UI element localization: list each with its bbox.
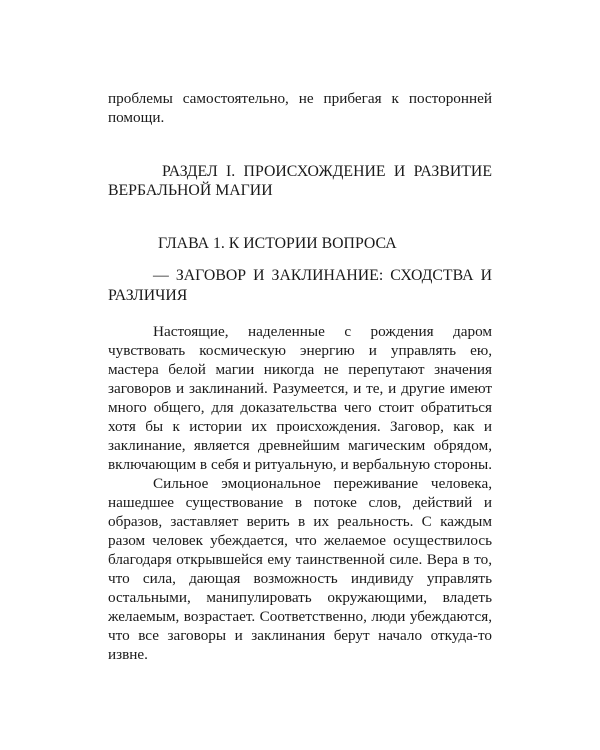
paragraph2-line-9: что все заговоры и заклинания берут начало откуда-то: [108, 627, 492, 644]
paragraph2-line-6: что сила, дающая возможность индивиду управлять: [108, 570, 492, 587]
paragraph1-line-2: чувствовать космическую энергию и управлять ею,: [108, 342, 492, 359]
paragraph1-line-5: много общего, для доказательства чего стоит обратиться: [108, 399, 492, 416]
subheading-line-1: — ЗАГОВОР И ЗАКЛИНАНИЕ: СХОДСТВА И: [153, 267, 492, 284]
paragraph2-line-4: разом человек убеждается, что желаемое осуществилось: [108, 532, 492, 549]
paragraph2-line-10: извне.: [108, 646, 148, 663]
paragraph2-line-7: остальными, манипулировать окружающими, владеть: [108, 589, 492, 606]
paragraph2-line-1: Сильное эмоциональное переживание человека,: [153, 475, 492, 492]
paragraph1-line-3: мастера белой магии никогда не перепутают значения: [108, 361, 492, 378]
paragraph2-line-3: образов, заставляет верить в их реальность. С каждым: [108, 513, 492, 530]
paragraph2-line-8: желаемым, возрастает. Соответственно, люди убеждаются,: [108, 608, 492, 625]
paragraph1-line-6: хотя бы к истории их происхождения. Заговор, как и: [108, 418, 492, 435]
intro-line-2: помощи.: [108, 109, 165, 126]
paragraph1-line-4: заговоров и заклинаний. Разумеется, и те, и другие имеют: [108, 380, 492, 397]
paragraph2-line-5: благодаря открывшейся ему таинственной силе. Вера в то,: [108, 551, 492, 568]
paragraph1-line-8: включающим в себя и ритуальную, и вербальную стороны.: [108, 456, 492, 473]
section-heading-line-2: ВЕРБАЛЬНОЙ МАГИИ: [108, 182, 273, 199]
paragraph1-line-7: заклинание, является древнейшим магическим обрядом,: [108, 437, 492, 454]
intro-line-1: проблемы самостоятельно, не прибегая к посторонней: [108, 90, 492, 107]
section-heading-line-1: РАЗДЕЛ I. ПРОИСХОЖДЕНИЕ И РАЗВИТИЕ: [162, 163, 492, 180]
paragraph1-line-1: Настоящие, наделенные с рождения даром: [153, 323, 492, 340]
paragraph2-line-2: нашедшее существование в потоке слов, действий и: [108, 494, 492, 511]
chapter-heading: ГЛАВА 1. К ИСТОРИИ ВОПРОСА: [158, 235, 397, 252]
subheading-line-2: РАЗЛИЧИЯ: [108, 287, 188, 304]
